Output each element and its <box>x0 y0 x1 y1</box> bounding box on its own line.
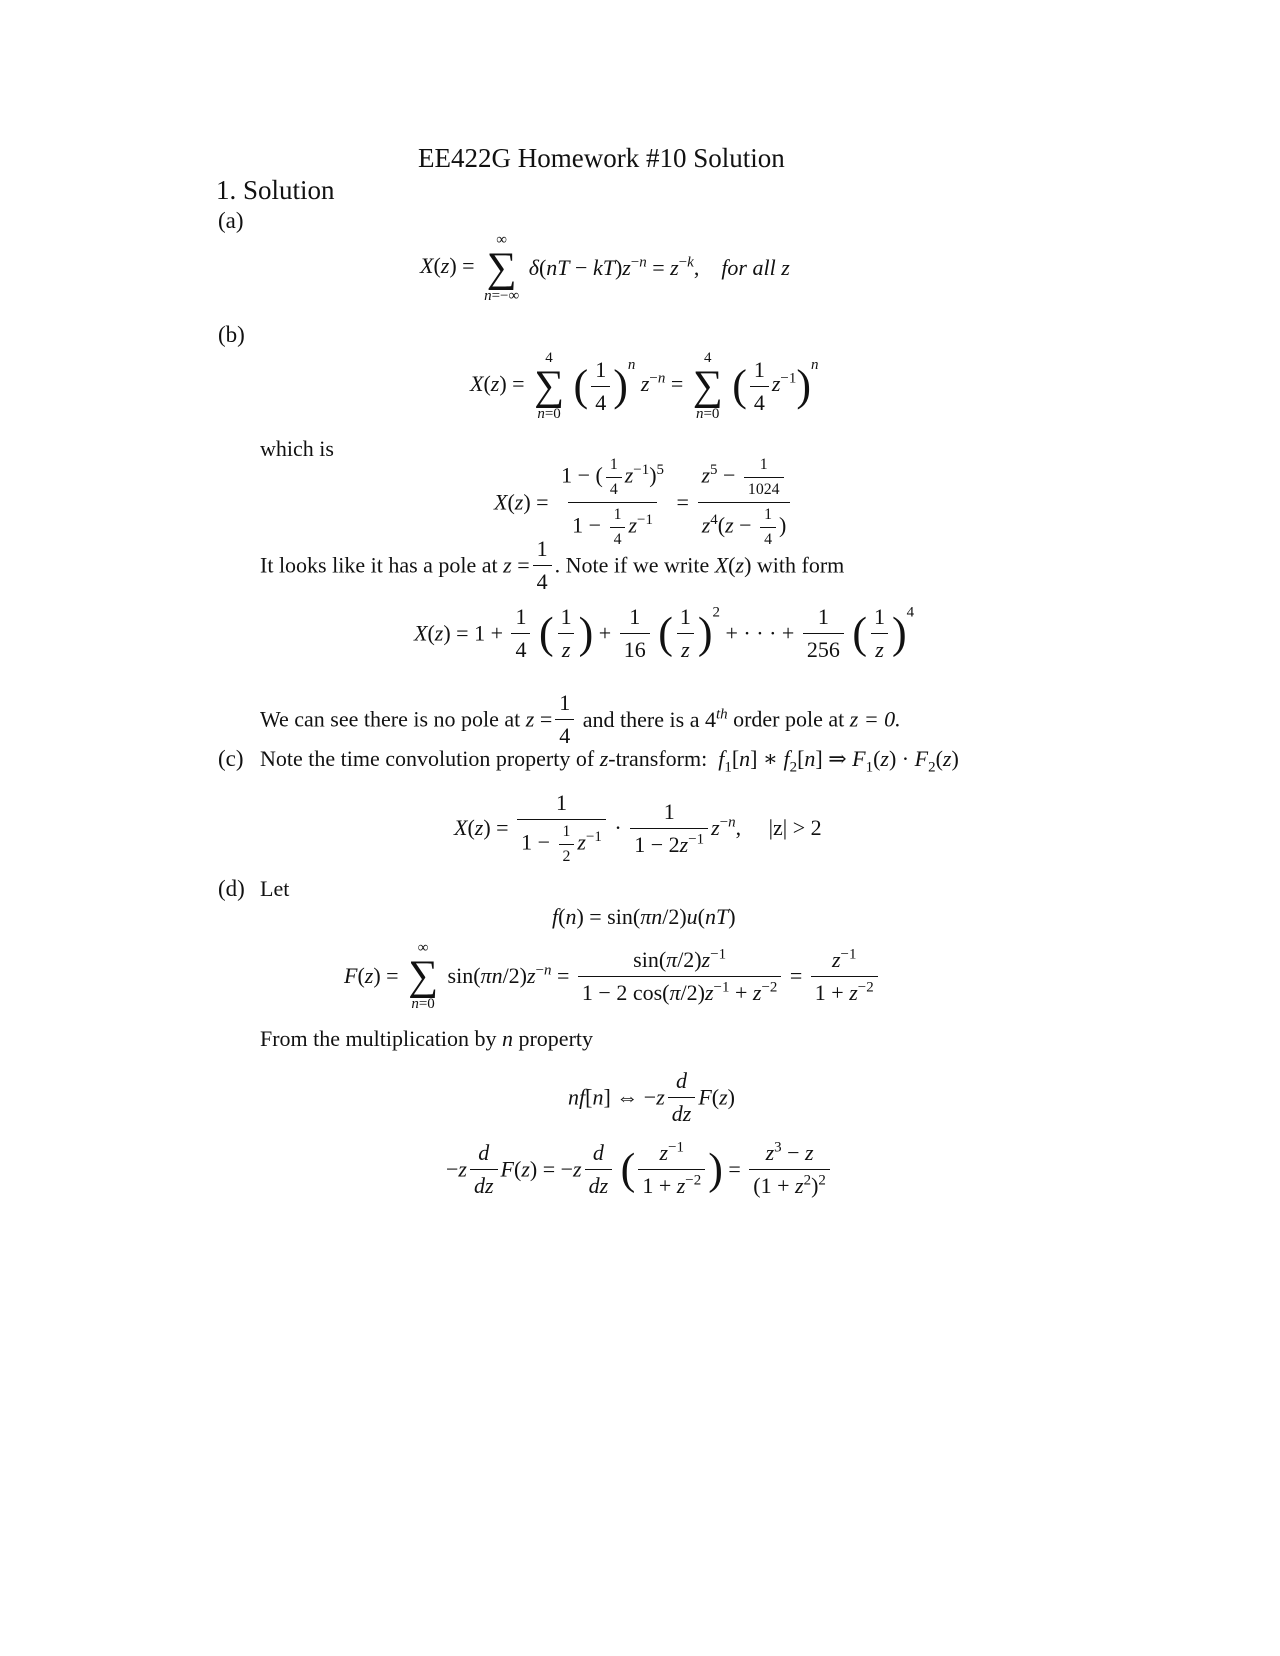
no-pole-sentence: We can see there is no pole at z = $\frac{1}{4}$ and there is a 4th order pole at z = 0. <box>260 690 901 748</box>
page-title: EE422G Homework #10 Solution <box>418 143 785 173</box>
section-heading: 1. Solution <box>216 175 335 205</box>
equation-d-property: nf[n] ⇔ −z $\frac{d}{dz}$ F(z) <box>568 1068 735 1126</box>
equation-d-transform: F(z) = ∞ ∑ n=0 $\sin(\pi n/2)z^{-n}$ = $\frac{\sin(\pi/2)z^{-1}}{1 - 2 \cos(\pi/2)z^{-1} + z^{-2}}$ = $\frac{z^{-1}}{1 + z^{-2}}$ <box>344 940 881 1012</box>
part-c-label: (c) <box>218 746 244 771</box>
no-pole-text-1: We can see there is no pole at <box>260 706 521 732</box>
part-d-label: (d) <box>218 876 245 901</box>
pole-text-1: It looks like it has a pole at <box>260 552 498 578</box>
equation-c: X(z) = 1 1 − $\frac{1}{2}$ $z^{-1}$ · $\frac{1}{1 - 2z^{-1}}$ $z^{-n}$, |z| > 2 <box>454 790 822 865</box>
equation-d-def: f(n) = sin(πn/2)u(nT) <box>552 904 736 929</box>
no-pole-text-2: and there is a 4 <box>582 706 716 732</box>
equation-b-series: X(z) = 1 + $\frac{1}{4}$ ( $\frac{1}{z}$ ) + $\frac{1}{16}$ ( $\frac{1}{z}$ )$^2$ + · · · + $\frac{1}{256}$ ( $\frac{1}{z}$ )$^4$ <box>414 604 915 662</box>
conv-text-2: -transform: <box>608 746 708 771</box>
for-all-z: for all z <box>721 255 790 280</box>
equation-d-result: −z $\frac{d}{dz}$ F(z) = −z $\frac{d}{dz}$ ( $\frac{z^{-1}}{1 + z^{-2}}$ ) = $\frac{z^3 - z}{(1 + z^2)^2}$ <box>446 1140 833 1199</box>
conv-text-1: Note the time convolution property of <box>260 746 595 771</box>
equation-b-closed: X(z) = 1 − ( $\frac{1}{4}$ $z^{-1})^5$ 1 − $\frac{1}{4}$ $z^{-1}$ = $z^5$ − $\frac{1}{1024}$ $z^4(z$ − $\frac{1}{4}$ ) <box>494 456 794 549</box>
region-of-convergence: |z| > 2 <box>768 815 822 840</box>
equation-b-sum: X(z) = 4 ∑ n=0 ( $\frac{1}{4}$ )$^n$ $z^{-n}$ = 4 ∑ n=0 ( $\frac{1}{4}$ $z^{-1})^n$ <box>470 350 819 422</box>
pole-text-2: . Note if we write <box>554 552 710 578</box>
mult-text-1: From the multiplication by <box>260 1026 497 1051</box>
part-a-label: (a) <box>218 208 244 233</box>
no-pole-sup: th <box>715 706 728 723</box>
part-b-label: (b) <box>218 322 245 347</box>
pole-sentence: It looks like it has a pole at z = $\frac{1}{4}$ . Note if we write X(z) with form <box>260 536 845 594</box>
z-eq-0: z = 0. <box>849 706 901 732</box>
no-pole-text-3: order pole at <box>733 706 845 732</box>
equation-a: X(z) = ∞ ∑ n=−∞ $\delta(nT - kT)z^{-n} = z^{-k}$, for all z <box>420 232 790 304</box>
which-is-text: which is <box>260 436 334 461</box>
convolution-sentence: Note the time convolution property of z-transform: $f_1[n]$ ∗ $f_2[n]$ ⇒ $F_1(z) \cdot F_2(z)$ <box>260 746 959 776</box>
pole-text-3: with form <box>756 552 845 578</box>
let-text: Let <box>260 876 290 901</box>
multiplication-sentence: From the multiplication by n property <box>260 1026 594 1051</box>
mult-text-2: property <box>518 1026 594 1051</box>
